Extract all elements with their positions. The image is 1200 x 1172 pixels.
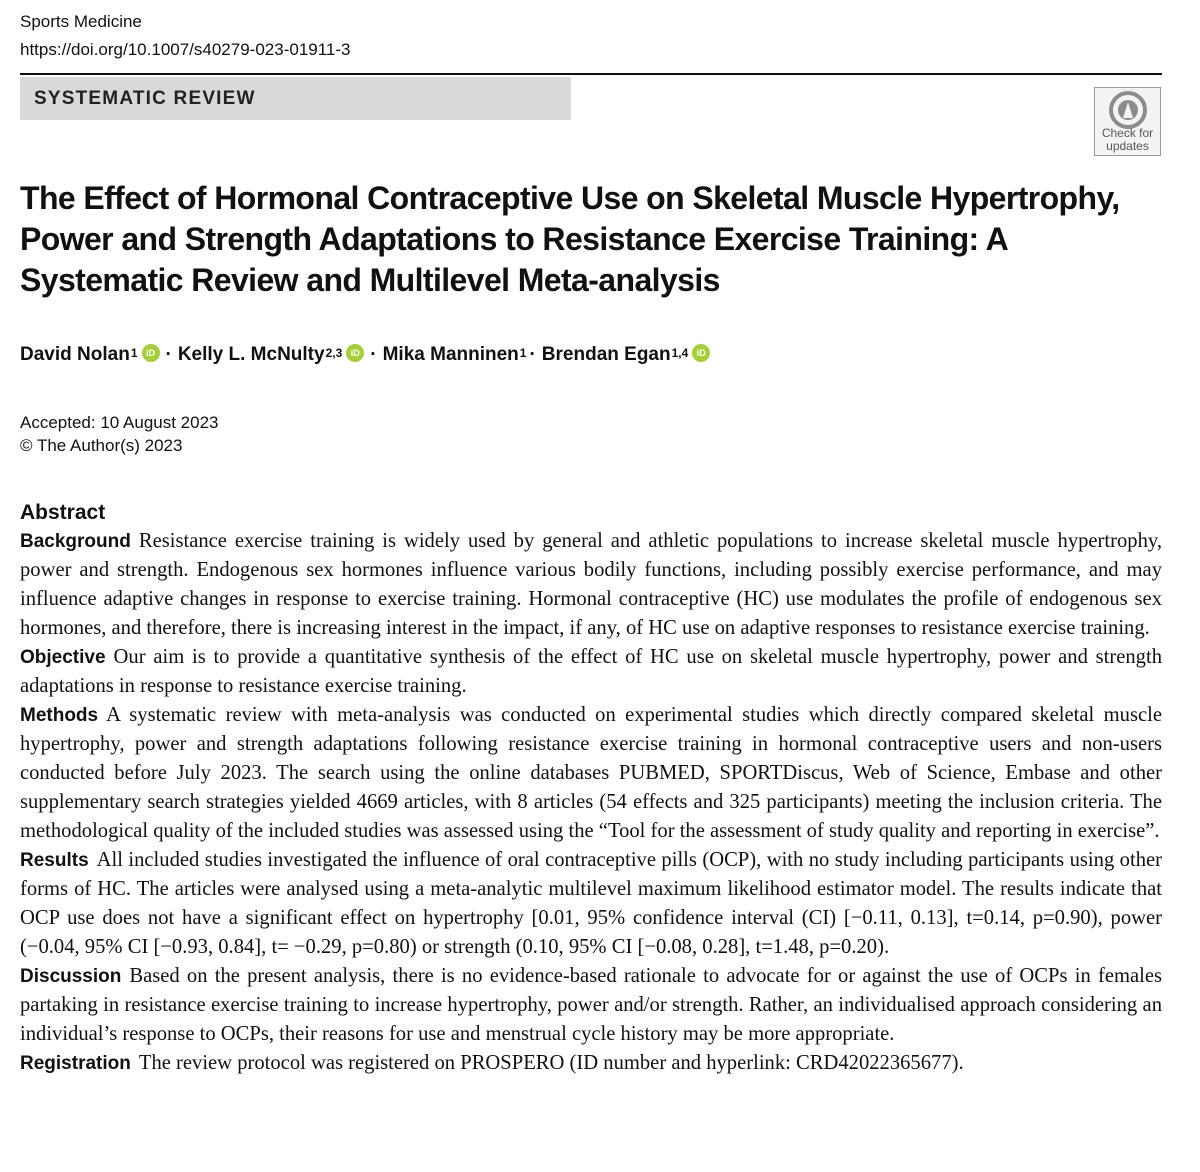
author-affiliation: 1	[130, 346, 138, 360]
section-type-label: SYSTEMATIC REVIEW	[34, 88, 256, 109]
abstract-section-label: Objective	[20, 647, 106, 668]
author-separator: ·	[529, 344, 536, 365]
abstract-section-results	[20, 846, 1162, 962]
check-for-updates-label: Check for updates	[1101, 126, 1154, 153]
abstract-section-label: Registration	[20, 1053, 131, 1074]
abstract-section-background	[20, 527, 1162, 643]
author-affiliation: 1,4	[671, 346, 689, 360]
copyright: © The Author(s) 2023	[20, 436, 183, 455]
journal-name: Sports Medicine	[20, 12, 142, 31]
abstract-body	[20, 527, 1162, 1078]
abstract-section-registration	[20, 1049, 1162, 1078]
accepted-date: Accepted: 10 August 2023	[20, 413, 219, 432]
orcid-icon[interactable]: iD	[142, 344, 160, 362]
abstract-section-methods	[20, 701, 1162, 846]
header-rule	[20, 73, 1162, 75]
check-for-updates-button[interactable]	[1094, 87, 1161, 156]
orcid-icon[interactable]: iD	[346, 344, 364, 362]
check-for-updates-icon	[1108, 90, 1148, 130]
abstract-section-discussion	[20, 962, 1162, 1049]
author-affiliation: 1	[519, 346, 527, 360]
author-name[interactable]: David Nolan	[20, 344, 130, 365]
article-title: The Effect of Hormonal Contraceptive Use on Skeletal Muscle Hypertrophy, Power and Strength Adaptations to Resistance Exercise Training: A Systematic Review and Multilevel Meta-analysis	[20, 180, 1120, 298]
author-name[interactable]: Kelly L. McNulty	[177, 344, 325, 365]
author-separator: ·	[370, 344, 377, 365]
abstract-section-text: Resistance exercise training is widely used by general and athletic populations to increase skeletal muscle hypertrophy, power and strength. Endogenous sex hormones influence various bodily functions, including possibly exercise performance, and may influence adaptive changes in response to exercise training. Hormonal contraceptive (HC) use modulates the profile of endogenous sex hormones, and therefore, there is increasing interest in the impact, if any, of HC use on adaptive responses to resistance exercise training.	[20, 530, 1162, 639]
abstract-section-text: Based on the present analysis, there is no evidence-based rationale to advocate for or against the use of OCPs in females partaking in resistance exercise training to increase hypertrophy, power and/or strength. Rather, an individualised approach considering an individual’s response to OCPs, their reasons for use and menstrual cycle history may be more appropriate.	[20, 965, 1162, 1045]
section-type-band	[20, 77, 571, 120]
abstract-section-text: All included studies investigated the influence of oral contraceptive pills (OCP), with no study including participants using other forms of HC. The articles were analysed using a meta-analytic multilevel maximum likelihood estimator model. The results indicate that OCP use does not have a significant effect on hypertrophy [0.01, 95% confidence interval (CI) [−0.11, 0.13], t=0.14, p=0.90), power (−0.04, 95% CI [−0.93, 0.84], t= −0.29, p=0.80) or strength (0.10, 95% CI [−0.08, 0.28], t=1.48, p=0.20).	[20, 849, 1162, 958]
abstract-section-text: A systematic review with meta-analysis was conducted on experimental studies which directly compared skeletal muscle hypertrophy, power and strength adaptations following resistance exercise training in hormonal contraceptive users and non-users conducted before July 2023. The search using the online databases PUBMED, SPORTDiscus, Web of Science, Embase and other supplementary search strategies yielded 4669 articles, with 8 articles (54 effects and 325 participants) meeting the inclusion criteria. The methodological quality of the included studies was assessed using the “Tool for the assessment of study quality and reporting in exercise”.	[20, 704, 1162, 842]
abstract-heading: Abstract	[20, 501, 106, 524]
author-list	[20, 341, 713, 369]
abstract-section-text: Our aim is to provide a quantitative synthesis of the effect of HC use on skeletal muscle hypertrophy, power and strength adaptations in response to resistance exercise training.	[20, 646, 1162, 697]
abstract-section-label: Discussion	[20, 966, 122, 987]
author-separator: ·	[165, 344, 172, 365]
orcid-icon[interactable]: iD	[692, 344, 710, 362]
abstract-section-objective	[20, 643, 1162, 701]
abstract-section-label: Background	[20, 531, 131, 552]
abstract-section-text: The review protocol was registered on PROSPERO (ID number and hyperlink: CRD42022365677).	[138, 1052, 964, 1074]
abstract-section-label: Methods	[20, 705, 99, 726]
doi-link[interactable]: https://doi.org/10.1007/s40279-023-01911-3	[20, 40, 351, 59]
author-name[interactable]: Brendan Egan	[541, 344, 671, 365]
abstract-section-label: Results	[20, 850, 89, 871]
author-name[interactable]: Mika Manninen	[382, 344, 519, 365]
author-affiliation: 2,3	[325, 346, 343, 360]
